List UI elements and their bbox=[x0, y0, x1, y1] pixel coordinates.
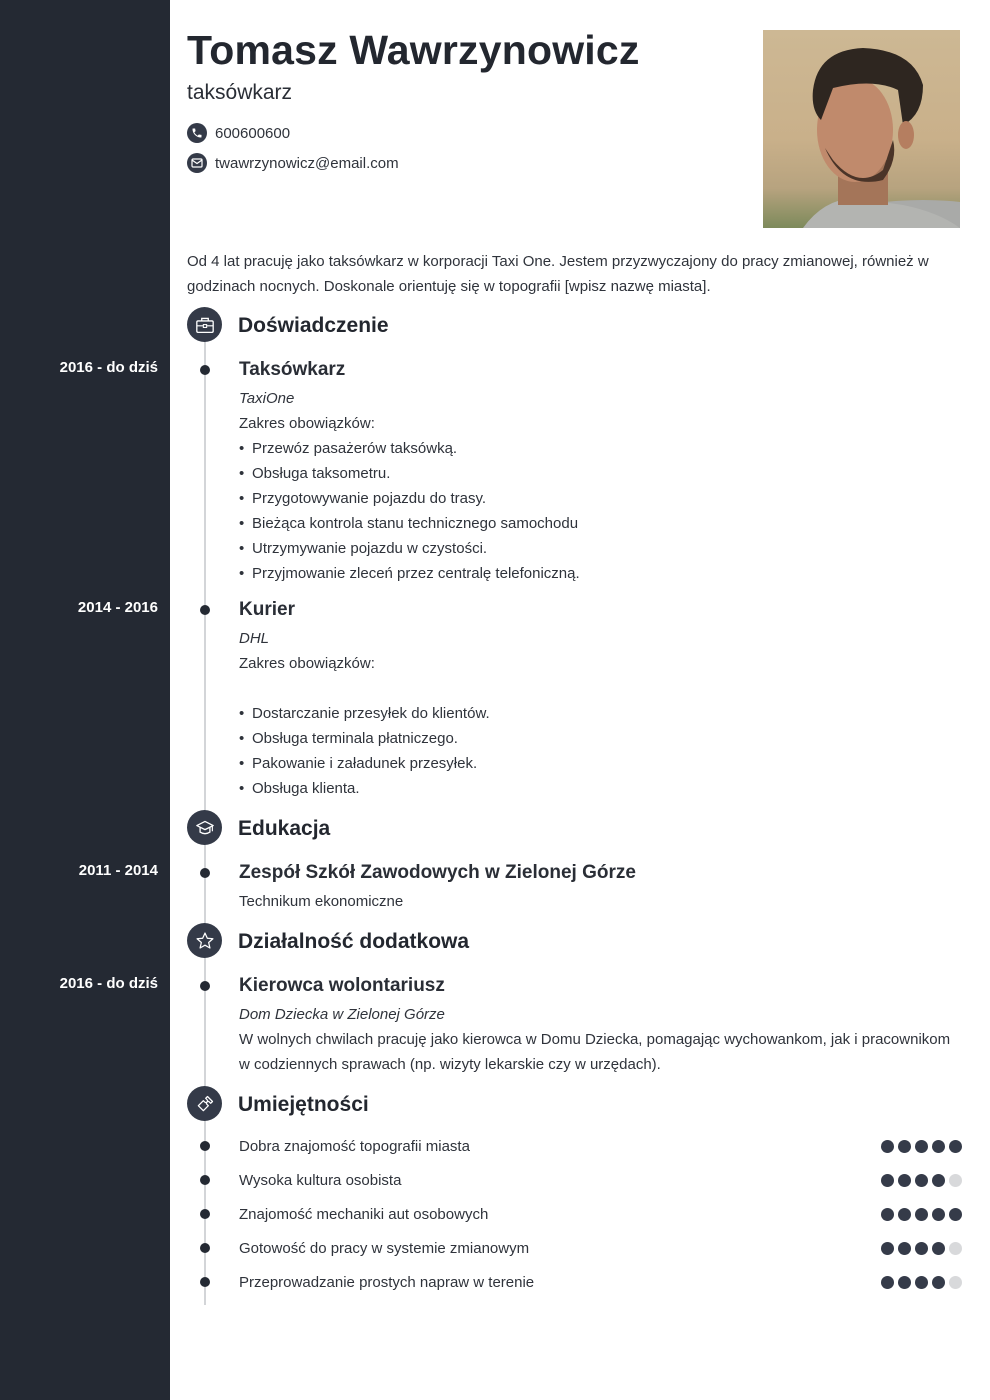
timeline-dot bbox=[200, 1141, 210, 1151]
left-sidebar bbox=[0, 0, 170, 1400]
skill-row bbox=[200, 1136, 962, 1156]
skill-row bbox=[200, 1204, 962, 1224]
timeline-dot bbox=[200, 605, 210, 615]
candidate-name: Tomasz Wawrzynowicz bbox=[187, 27, 640, 73]
entry-title: Taksówkarz bbox=[239, 359, 346, 380]
entry-intro: Zakres obowiązków: bbox=[239, 655, 375, 672]
timeline-dot bbox=[200, 1243, 210, 1253]
skill-name: Wysoka kultura osobista bbox=[239, 1171, 402, 1189]
duty-item: • Obsługa klienta. bbox=[239, 776, 490, 801]
phone-number: 600600600 bbox=[215, 124, 291, 142]
summary-text: Od 4 lat pracuję jako taksówkarz w korporacji Taxi One. Jestem przyzwyczajony do pracy zmianowej, również w godzinach nocnych. Doskonale orientuję się w topografii [wpisz nazwę miasta]. bbox=[187, 253, 929, 295]
timeline-dot bbox=[200, 868, 210, 878]
skill-row bbox=[200, 1272, 962, 1292]
duty-item: • Przewóz pasażerów taksówką. bbox=[239, 436, 580, 461]
section-title-experience: Doświadczenie bbox=[238, 314, 389, 337]
entry-description: Technikum ekonomiczne bbox=[239, 893, 404, 910]
entry-date: 2016 - do dziś bbox=[59, 975, 158, 992]
entry-organization: Dom Dziecka w Zielonej Górze bbox=[239, 1006, 445, 1023]
entry-date: 2016 - do dziś bbox=[59, 359, 158, 376]
duty-item: • Przygotowywanie pojazdu do trasy. bbox=[239, 486, 580, 511]
timeline-dot bbox=[200, 1175, 210, 1185]
profile-photo bbox=[763, 30, 960, 228]
entry-title: Kierowca wolontariusz bbox=[239, 975, 445, 996]
skill-row bbox=[200, 1170, 962, 1190]
skill-name: Gotowość do pracy w systemie zmianowym bbox=[239, 1239, 530, 1257]
duties-list bbox=[239, 701, 490, 801]
duty-item: • Przyjmowanie zleceń przez centralę telefoniczną. bbox=[239, 561, 580, 586]
entry-intro: Zakres obowiązków: bbox=[239, 415, 375, 432]
duty-item: • Obsługa terminala płatniczego. bbox=[239, 726, 490, 751]
phone-icon bbox=[187, 123, 207, 143]
graduation-cap-icon bbox=[187, 810, 222, 845]
entry-company: DHL bbox=[239, 630, 270, 647]
skill-rating bbox=[881, 1276, 962, 1289]
entry-title: Zespół Szkół Zawodowych w Zielonej Górze bbox=[239, 862, 636, 883]
skill-rating bbox=[881, 1208, 962, 1221]
entry-title: Kurier bbox=[239, 599, 295, 620]
section-title-activities: Działalność dodatkowa bbox=[238, 930, 470, 953]
briefcase-icon bbox=[187, 307, 222, 342]
skill-rating bbox=[881, 1174, 962, 1187]
section-title-education: Edukacja bbox=[238, 817, 331, 840]
email-address: twawrzynowicz@email.com bbox=[215, 154, 399, 172]
skill-rating bbox=[881, 1140, 962, 1153]
contact-email bbox=[187, 153, 399, 173]
timeline-dot bbox=[200, 1209, 210, 1219]
entry-description: W wolnych chwilach pracuję jako kierowca w Domu Dziecka, pomagając wychowankom, jak i pracownikom w codziennych sprawach (np. wizyty lekarskie czy w urzędach). bbox=[239, 1031, 951, 1073]
entry-company: TaxiOne bbox=[239, 390, 295, 407]
timeline-dot bbox=[200, 365, 210, 375]
timeline-dot bbox=[200, 981, 210, 991]
timeline-dot bbox=[200, 1277, 210, 1287]
skill-name: Przeprowadzanie prostych napraw w terenie bbox=[239, 1273, 535, 1291]
section-title-skills: Umiejętności bbox=[238, 1093, 369, 1116]
contact-phone bbox=[187, 123, 290, 143]
duty-item: • Bieżąca kontrola stanu technicznego samochodu bbox=[239, 511, 580, 536]
skill-row bbox=[200, 1238, 962, 1258]
entry-date: 2011 - 2014 bbox=[78, 862, 158, 879]
duty-item: • Pakowanie i załadunek przesyłek. bbox=[239, 751, 490, 776]
skill-name: Dobra znajomość topografii miasta bbox=[239, 1137, 470, 1155]
duty-item: • Obsługa taksometru. bbox=[239, 461, 580, 486]
duty-item: • Dostarczanie przesyłek do klientów. bbox=[239, 701, 490, 726]
skill-name: Znajomość mechaniki aut osobowych bbox=[239, 1205, 489, 1223]
star-icon bbox=[187, 923, 222, 958]
skill-rating bbox=[881, 1242, 962, 1255]
candidate-role: taksówkarz bbox=[187, 81, 293, 104]
entry-date: 2014 - 2016 bbox=[77, 599, 158, 616]
puzzle-icon bbox=[187, 1086, 222, 1121]
duty-item: • Utrzymywanie pojazdu w czystości. bbox=[239, 536, 580, 561]
duties-list bbox=[239, 436, 580, 586]
envelope-icon bbox=[187, 153, 207, 173]
